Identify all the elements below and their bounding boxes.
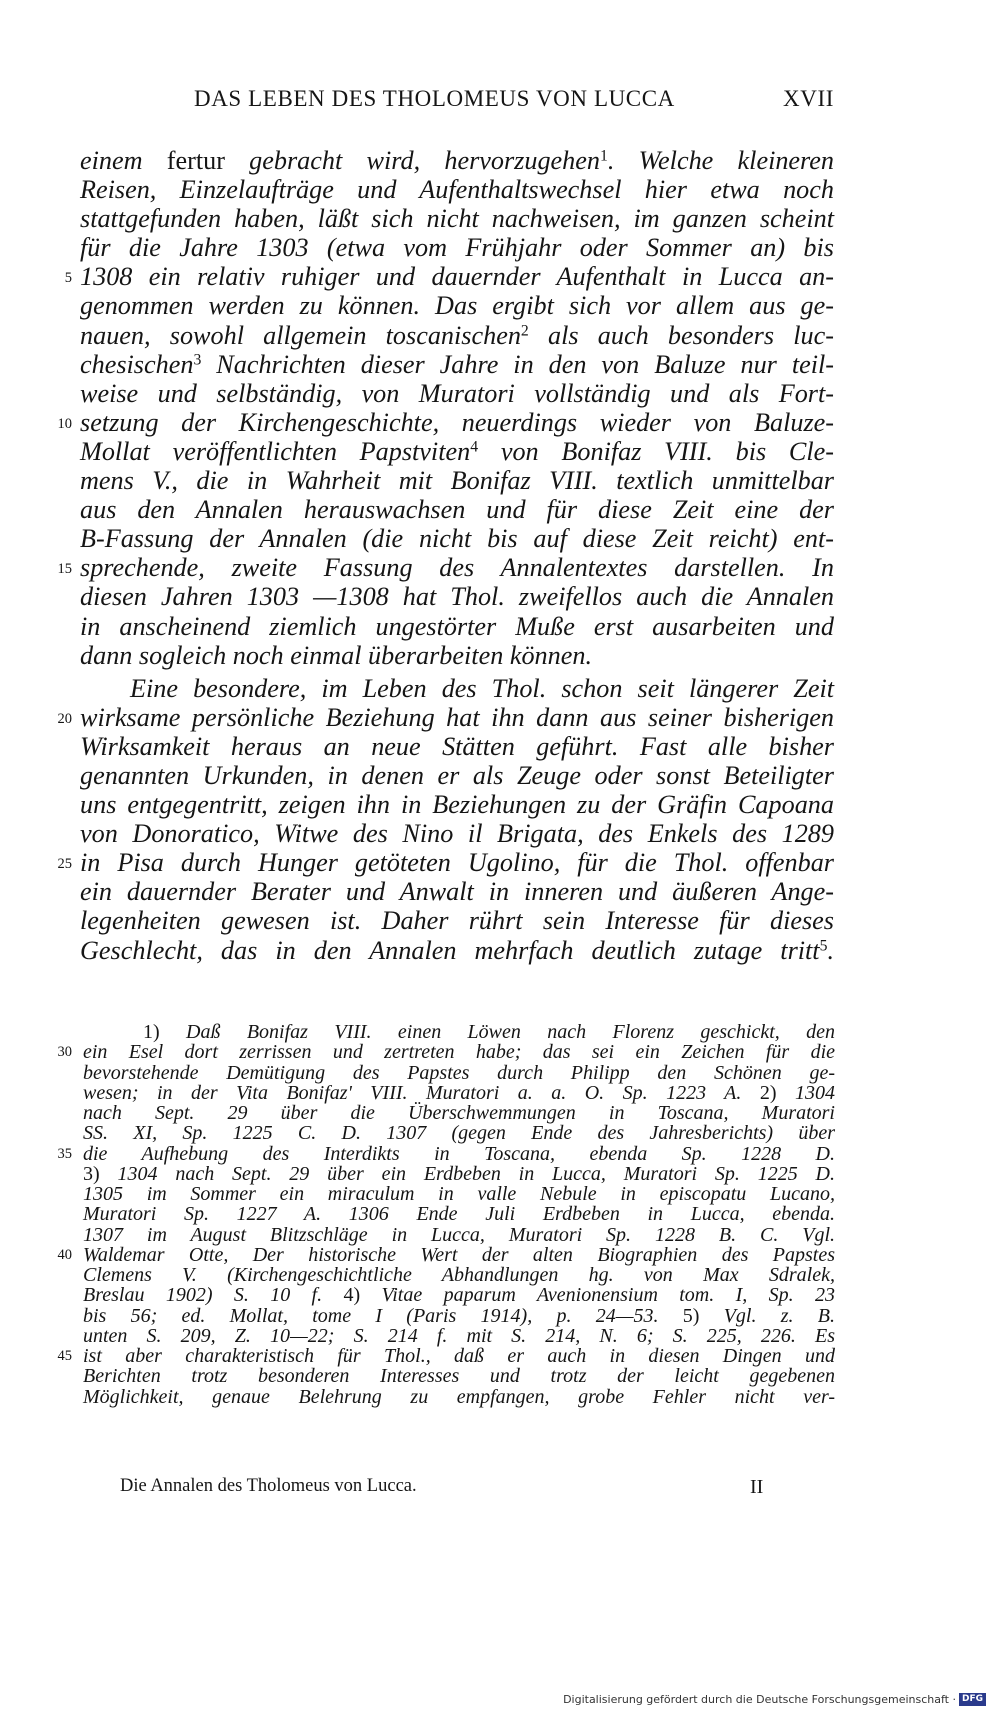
footnote-line: bevorstehende Demütigung des Papstes durch Philipp den Schönen ge- <box>83 1061 835 1084</box>
text-line: sprechende, zweite Fassung des Annalentextes darstellen. In <box>80 553 834 583</box>
line-number: 20 <box>57 710 72 727</box>
running-header <box>80 86 834 116</box>
page-number: XVII <box>783 86 834 111</box>
digitization-credit <box>563 1692 986 1706</box>
text-line: legenheiten gewesen ist. Daher rührt sein Interesse für dieses <box>80 906 834 936</box>
footnote-line: SS. XI, Sp. 1225 C. D. 1307 (gegen Ende des Jahresberichts) über <box>83 1122 835 1145</box>
footnote-line: Berichten trotz besonderen Interesses und trotz der leicht gegebenen <box>83 1365 835 1388</box>
text-line: B-Fassung der Annalen (die nicht bis auf diese Zeit reicht) ent- <box>80 524 834 554</box>
text-line: stattgefunden haben, läßt sich nicht nachweisen, im ganzen scheint <box>80 204 834 234</box>
printer-signature: Die Annalen des Tholomeus von Lucca. <box>120 1476 417 1496</box>
text-line: wirksame persönliche Beziehung hat ihn dann aus seiner bisherigen <box>80 702 834 732</box>
text-line: Wirksamkeit heraus an neue Stätten geführt. Fast alle bisher <box>80 731 834 761</box>
text-line: genannten Urkunden, in denen er als Zeuge oder sonst Beteiligter <box>80 760 834 790</box>
line-number: 30 <box>57 1044 72 1061</box>
footnote-line: 3) 1304 nach Sept. 29 über ein Erdbeben in Lucca, Muratori Sp. 1225 D. <box>83 1162 835 1185</box>
text-line: Reisen, Einzelaufträge und Aufenthaltswechsel hier etwa noch <box>80 175 834 205</box>
text-line: weise und selbständig, von Muratori vollständig und als Fort- <box>80 378 834 408</box>
sheet-number: II <box>750 1476 764 1498</box>
line-number: 45 <box>57 1348 72 1364</box>
text-line: für die Jahre 1303 (etwa vom Frühjahr oder Sommer an) bis <box>80 233 834 263</box>
text-line: ein dauernder Berater und Anwalt in inneren und äußeren Ange- <box>80 877 834 907</box>
footnote-line: 1) Daß Bonifaz VIII. einen Löwen nach Florenz geschickt, den <box>143 1021 835 1043</box>
footnote-line: wesen; in der Vita Bonifaz' VIII. Muratori a. a. O. Sp. 1223 A. 2) 1304 <box>83 1081 836 1104</box>
page-footer <box>120 1476 770 1500</box>
text-line: diesen Jahren 1303 —1308 hat Thol. zweifellos auch die Annalen <box>80 582 834 612</box>
footnote-line: die Aufhebung des Interdikts in Toscana, ebenda Sp. 1228 D. <box>83 1142 835 1165</box>
footnote-line: bis 56; ed. Mollat, tome I (Paris 1914), p. 24—53. 5) Vgl. z. B. <box>83 1304 836 1327</box>
text-line: dann sogleich noch einmal überarbeiten können. <box>80 640 592 670</box>
text-line: in Pisa durch Hunger getöteten Ugolino, für die Thol. offenbar <box>80 848 834 878</box>
text-line: 1308 ein relativ ruhiger und dauernder Aufenthalt in Lucca an- <box>80 262 834 292</box>
footnotes <box>83 1022 835 1407</box>
footnote-line: Waldemar Otte, Der historische Wert der alten Biographien des Papstes <box>83 1243 835 1266</box>
footnote-line: Muratori Sp. 1227 A. 1306 Ende Juli Erdbeben in Lucca, ebenda. <box>83 1203 835 1226</box>
main-text <box>80 146 834 965</box>
running-title: DAS LEBEN DES THOLOMEUS VON LUCCA <box>194 86 675 111</box>
text-line: setzung der Kirchengeschichte, neuerdings wieder von Baluze- <box>80 407 834 437</box>
text-line: uns entgegentritt, zeigen ihn in Beziehungen zu der Gräfin Capoana <box>80 790 834 820</box>
text-line: aus den Annalen herauswachsen und für diese Zeit eine der <box>80 495 834 525</box>
footnote-line: ein Esel dort zerrissen und zertreten habe; das sei ein Zeichen für die <box>83 1041 835 1064</box>
line-number: 40 <box>57 1246 72 1263</box>
text-line: chesischen$^3$ Nachrichten dieser Jahre in den von Baluze nur teil- <box>80 349 834 379</box>
footnote-line: Möglichkeit, genaue Belehrung zu empfangen, grobe Fehler nicht ver- <box>83 1385 835 1408</box>
text-line: in anscheinend ziemlich ungestörter Muße erst ausarbeiten und <box>80 611 834 641</box>
footnote-line: Clemens V. (Kirchengeschichtliche Abhandlungen hg. von Max Sdralek, <box>83 1264 835 1286</box>
line-number: 25 <box>57 856 72 873</box>
text-line: einem fertur gebracht wird, hervorzugehen$^1$. Welche kleineren <box>80 146 834 175</box>
footnote-line: 1305 im Sommer ein miraculum in valle Nebule in episcopatu Lucano, <box>83 1183 835 1205</box>
text-line: von Donoratico, Witwe des Nino il Brigata, des Enkels des 1289 <box>80 819 834 849</box>
text-line: Geschlecht, das in den Annalen mehrfach deutlich zutage tritt$^5$. <box>80 935 834 965</box>
footnote-line: Breslau 1902) S. 10 f. 4) Vitae paparum Avenionensium tom. I, Sp. 23 <box>83 1284 835 1307</box>
text-line: nauen, sowohl allgemein toscanischen$^2$ als auch besonders luc- <box>80 320 834 350</box>
text-line: Mollat veröffentlichten Papstviten$^4$ von Bonifaz VIII. bis Cle- <box>80 436 835 466</box>
footnote-line: 1307 im August Blitzschläge in Lucca, Muratori Sp. 1228 B. C. Vgl. <box>83 1223 835 1246</box>
footnote-line: unten S. 209, Z. 10—22; S. 214 f. mit S. 214, N. 6; S. 225, 226. Es <box>83 1324 835 1347</box>
text-line: Eine besondere, im Leben des Thol. schon seit längerer Zeit <box>130 673 834 703</box>
line-number: 35 <box>57 1145 72 1162</box>
text-line: genommen werden zu können. Das ergibt sich vor allem aus ge- <box>80 291 834 321</box>
digitization-note: Digitalisierung gefördert durch die Deutsche Forschungsgemeinschaft · <box>563 1692 956 1706</box>
text-line: mens V., die in Wahrheit mit Bonifaz VIII. textlich unmittelbar <box>80 466 834 496</box>
line-number: 15 <box>57 561 72 578</box>
footnote-line: nach Sept. 29 über die Überschwemmungen in Toscana, Muratori <box>83 1102 835 1124</box>
footnote-line: ist aber charakteristisch für Thol., daß er auch in diesen Dingen und <box>83 1345 835 1367</box>
dfg-logo-icon: DFG <box>959 1693 986 1706</box>
line-number: 5 <box>64 270 72 287</box>
line-number: 10 <box>57 415 72 432</box>
